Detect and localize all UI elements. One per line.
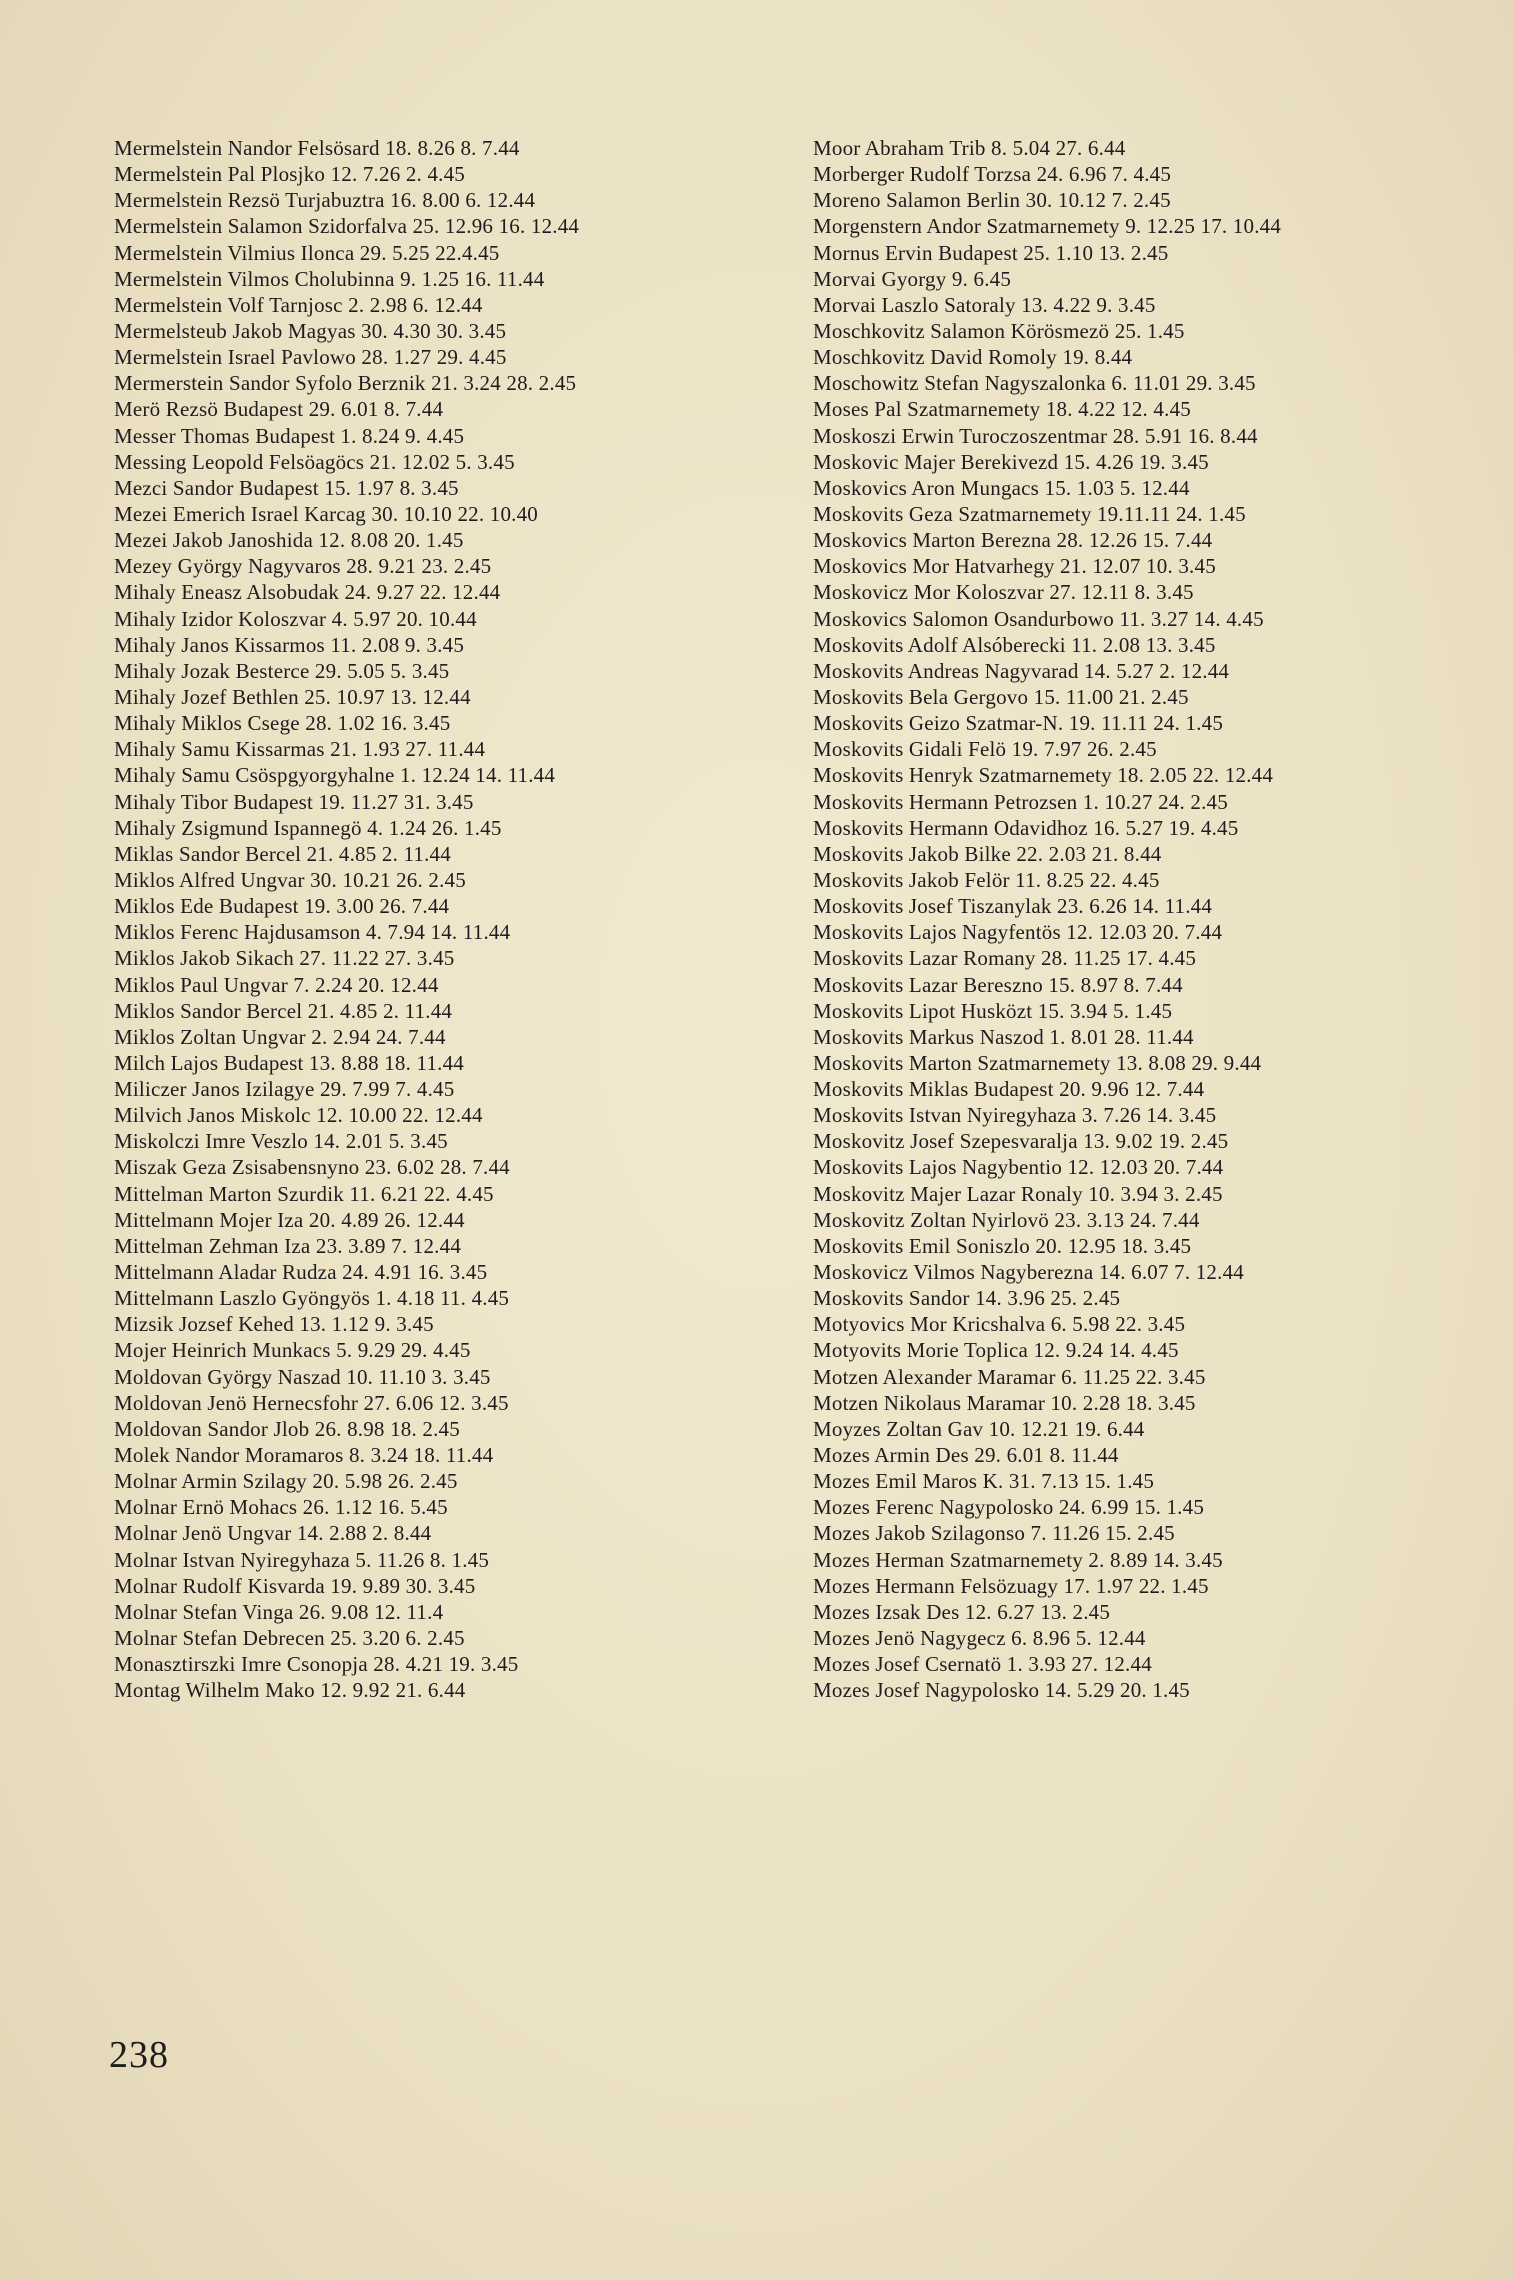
list-item: Mihaly Eneasz Alsobudak 24. 9.27 22. 12.44 [114,580,501,605]
list-item: Moskovits Gidali Felö 19. 7.97 26. 2.45 [813,737,1157,762]
list-item: Miklas Sandor Bercel 21. 4.85 2. 11.44 [114,841,451,866]
list-item: Mittelmann Laszlo Gyöngyös 1. 4.18 11. 4.45 [114,1286,510,1311]
list-item: Moyzes Zoltan Gav 10. 12.21 19. 6.44 [813,1416,1145,1441]
list-item: Mermelstein Salamon Szidorfalva 25. 12.96 16. 12.44 [114,214,580,239]
list-item: Mihaly Janos Kissarmos 11. 2.08 9. 3.45 [114,632,465,657]
list-item: Mermelstein Volf Tarnjosc 2. 2.98 6. 12.44 [114,292,483,317]
list-item: Moskoszi Erwin Turoczoszentmar 28. 5.91 16. 8.44 [813,423,1258,448]
list-item: Mozes Ferenc Nagypolosko 24. 6.99 15. 1.45 [813,1495,1205,1520]
list-item: Mozes Izsak Des 12. 6.27 13. 2.45 [813,1599,1111,1624]
list-item: Moor Abraham Trib 8. 5.04 27. 6.44 [813,136,1126,160]
list-item: Moskovits Jakob Bilke 22. 2.03 21. 8.44 [813,841,1162,866]
list-item: Mihaly Jozef Bethlen 25. 10.97 13. 12.44 [114,684,471,709]
list-item: Moskovitz Majer Lazar Ronaly 10. 3.94 3. 2.45 [813,1181,1223,1206]
list-item: Moskovits Lajos Nagyfentös 12. 12.03 20. 7.44 [813,920,1223,945]
list-item: Mozes Emil Maros K. 31. 7.13 15. 1.45 [813,1469,1155,1494]
list-item: Mermelstein Israel Pavlowo 28. 1.27 29. 4.45 [114,345,507,370]
right-column-list [813,135,1503,1703]
list-item: Mittelmann Mojer Iza 20. 4.89 26. 12.44 [114,1207,465,1232]
list-item: Mezei Jakob Janoshida 12. 8.08 20. 1.45 [114,528,464,553]
list-item: Moskovicz Vilmos Nagyberezna 14. 6.07 7. 12.44 [813,1260,1244,1285]
list-item: Moskovits Lipot Husközt 15. 3.94 5. 1.45 [813,998,1173,1023]
list-item: Moskovits Emil Soniszlo 20. 12.95 18. 3.45 [813,1233,1192,1258]
list-item: Mojer Heinrich Munkacs 5. 9.29 29. 4.45 [114,1338,471,1363]
list-item: Moskovits Hermann Petrozsen 1. 10.27 24. 2.45 [813,789,1228,814]
list-item: Miklos Sandor Bercel 21. 4.85 2. 11.44 [114,998,453,1023]
list-item: Mezci Sandor Budapest 15. 1.97 8. 3.45 [114,475,459,500]
list-item: Mezey György Nagyvaros 28. 9.21 23. 2.45 [114,554,492,579]
list-item: Mittelman Zehman Iza 23. 3.89 7. 12.44 [114,1233,462,1258]
list-item: Moskovic Majer Berekivezd 15. 4.26 19. 3.45 [813,449,1209,474]
left-column-list [114,135,804,1703]
list-item: Miskolczi Imre Veszlo 14. 2.01 5. 3.45 [114,1129,448,1154]
list-item: Mermelsteub Jakob Magyas 30. 4.30 30. 3.45 [114,318,507,343]
list-item: Mornus Ervin Budapest 25. 1.10 13. 2.45 [813,240,1169,265]
list-item: Mermelstein Pal Plosjko 12. 7.26 2. 4.45 [114,162,465,187]
list-item: Moskovits Istvan Nyiregyhaza 3. 7.26 14. 3.45 [813,1103,1217,1128]
list-item: Molnar Armin Szilagy 20. 5.98 26. 2.45 [114,1469,458,1494]
list-item: Moskovits Lazar Romany 28. 11.25 17. 4.45 [813,946,1197,971]
list-item: Mermelstein Nandor Felsösard 18. 8.26 8. 7.44 [114,136,520,160]
list-item: Molnar Rudolf Kisvarda 19. 9.89 30. 3.45 [114,1573,476,1598]
list-item: Mozes Herman Szatmarnemety 2. 8.89 14. 3.45 [813,1547,1223,1572]
list-item: Mozes Hermann Felsözuagy 17. 1.97 22. 1.45 [813,1573,1209,1598]
list-item: Motzen Nikolaus Maramar 10. 2.28 18. 3.45 [813,1390,1196,1415]
list-item: Mihaly Tibor Budapest 19. 11.27 31. 3.45 [114,789,474,814]
list-item: Mozes Jakob Szilagonso 7. 11.26 15. 2.45 [813,1521,1175,1546]
list-item: Molnar Ernö Mohacs 26. 1.12 16. 5.45 [114,1495,448,1520]
list-item: Motzen Alexander Maramar 6. 11.25 22. 3.45 [813,1364,1206,1389]
list-item: Moskovits Jakob Felör 11. 8.25 22. 4.45 [813,867,1160,892]
list-item: Morberger Rudolf Torzsa 24. 6.96 7. 4.45 [813,162,1172,187]
list-item: Mihaly Samu Csöspgyorgyhalne 1. 12.24 14. 11.44 [114,763,556,788]
list-item: Motyovits Morie Toplica 12. 9.24 14. 4.45 [813,1338,1179,1363]
list-item: Mihaly Samu Kissarmas 21. 1.93 27. 11.44 [114,737,486,762]
list-item: Morvai Gyorgy 9. 6.45 [813,266,1012,291]
list-item: Moschkovitz Salamon Körösmezö 25. 1.45 [813,318,1185,343]
list-item: Messer Thomas Budapest 1. 8.24 9. 4.45 [114,423,465,448]
list-item: Montag Wilhelm Mako 12. 9.92 21. 6.44 [114,1678,466,1703]
list-item: Moskovits Markus Naszod 1. 8.01 28. 11.44 [813,1024,1194,1049]
list-item: Mihaly Jozak Besterce 29. 5.05 5. 3.45 [114,658,450,683]
list-item: Moskovits Josef Tiszanylak 23. 6.26 14. 11.44 [813,894,1213,919]
list-item: Moskovics Mor Hatvarhegy 21. 12.07 10. 3.45 [813,554,1216,579]
page-number: 238 [109,2034,169,2076]
list-item: Moskovics Salomon Osandurbowo 11. 3.27 14. 4.45 [813,606,1264,631]
list-item: Moskovitz Josef Szepesvaralja 13. 9.02 19. 2.45 [813,1129,1229,1154]
list-item: Mermelstein Rezsö Turjabuztra 16. 8.00 6. 12.44 [114,188,536,213]
list-item: Moskovics Marton Berezna 28. 12.26 15. 7.44 [813,528,1213,553]
list-item: Moskovits Marton Szatmarnemety 13. 8.08 29. 9.44 [813,1050,1262,1075]
list-item: Miszak Geza Zsisabensnyno 23. 6.02 28. 7.44 [114,1155,510,1180]
list-item: Miklos Jakob Sikach 27. 11.22 27. 3.45 [114,946,455,971]
list-item: Miklos Ferenc Hajdusamson 4. 7.94 14. 11.44 [114,920,511,945]
list-item: Mezei Emerich Israel Karcag 30. 10.10 22. 10.40 [114,501,539,526]
list-item: Mihaly Zsigmund Ispannegö 4. 1.24 26. 1.45 [114,815,502,840]
list-item: Moskovits Lazar Bereszno 15. 8.97 8. 7.44 [813,972,1183,997]
list-item: Moskovits Miklas Budapest 20. 9.96 12. 7.44 [813,1077,1205,1102]
list-item: Milch Lajos Budapest 13. 8.88 18. 11.44 [114,1050,464,1075]
list-item: Mozes Jenö Nagygecz 6. 8.96 5. 12.44 [813,1626,1146,1651]
list-item: Moreno Salamon Berlin 30. 10.12 7. 2.45 [813,188,1171,213]
list-item: Mermerstein Sandor Syfolo Berznik 21. 3.24 28. 2.45 [114,371,577,396]
list-item: Moskovits Geza Szatmarnemety 19.11.11 24. 1.45 [813,501,1246,526]
list-item: Moskovits Adolf Alsóberecki 11. 2.08 13. 3.45 [813,632,1216,657]
list-item: Moskovits Hermann Odavidhoz 16. 5.27 19. 4.45 [813,815,1239,840]
list-item: Milvich Janos Miskolc 12. 10.00 22. 12.44 [114,1103,483,1128]
list-item: Mermelstein Vilmos Cholubinna 9. 1.25 16. 11.44 [114,266,545,291]
list-item: Moskovits Henryk Szatmarnemety 18. 2.05 22. 12.44 [813,763,1274,788]
list-item: Monasztirszki Imre Csonopja 28. 4.21 19. 3.45 [114,1652,519,1677]
list-item: Moskovits Sandor 14. 3.96 25. 2.45 [813,1286,1121,1311]
list-item: Mozes Armin Des 29. 6.01 8. 11.44 [813,1443,1119,1468]
list-item: Mihaly Miklos Csege 28. 1.02 16. 3.45 [114,711,451,736]
list-item: Motyovics Mor Kricshalva 6. 5.98 22. 3.45 [813,1312,1186,1337]
list-item: Miklos Ede Budapest 19. 3.00 26. 7.44 [114,894,450,919]
list-item: Molnar Stefan Vinga 26. 9.08 12. 11.4 [114,1599,444,1624]
list-item: Mozes Josef Csernatö 1. 3.93 27. 12.44 [813,1652,1152,1677]
list-item: Moskovitz Zoltan Nyirlovö 23. 3.13 24. 7.44 [813,1207,1200,1232]
list-item: Moskovits Bela Gergovo 15. 11.00 21. 2.45 [813,684,1189,709]
list-item: Miklos Alfred Ungvar 30. 10.21 26. 2.45 [114,867,466,892]
list-item: Molnar Jenö Ungvar 14. 2.88 2. 8.44 [114,1521,432,1546]
list-item: Moschowitz Stefan Nagyszalonka 6. 11.01 29. 3.45 [813,371,1256,396]
list-item: Mizsik Jozsef Kehed 13. 1.12 9. 3.45 [114,1312,434,1337]
list-item: Molnar Stefan Debrecen 25. 3.20 6. 2.45 [114,1626,465,1651]
list-item: Miliczer Janos Izilagye 29. 7.99 7. 4.45 [114,1077,455,1102]
list-item: Molek Nandor Moramaros 8. 3.24 18. 11.44 [114,1443,494,1468]
list-item: Merö Rezsö Budapest 29. 6.01 8. 7.44 [114,397,444,422]
list-item: Moschkovitz David Romoly 19. 8.44 [813,345,1133,370]
list-item: Moldovan György Naszad 10. 11.10 3. 3.45 [114,1364,491,1389]
list-item: Molnar Istvan Nyiregyhaza 5. 11.26 8. 1.45 [114,1547,490,1572]
list-item: Mittelmann Aladar Rudza 24. 4.91 16. 3.45 [114,1260,488,1285]
list-item: Morvai Laszlo Satoraly 13. 4.22 9. 3.45 [813,292,1156,317]
list-item: Morgenstern Andor Szatmarnemety 9. 12.25 17. 10.44 [813,214,1282,239]
list-item: Moskovits Lajos Nagybentio 12. 12.03 20. 7.44 [813,1155,1224,1180]
list-item: Moskovits Geizo Szatmar-N. 19. 11.11 24. 1.45 [813,711,1224,736]
list-item: Moldovan Sandor Jlob 26. 8.98 18. 2.45 [114,1416,460,1441]
list-item: Moskovics Aron Mungacs 15. 1.03 5. 12.44 [813,475,1190,500]
list-item: Miklos Zoltan Ungvar 2. 2.94 24. 7.44 [114,1024,446,1049]
list-item: Miklos Paul Ungvar 7. 2.24 20. 12.44 [114,972,439,997]
list-item: Mittelman Marton Szurdik 11. 6.21 22. 4.45 [114,1181,494,1206]
list-item: Moses Pal Szatmarnemety 18. 4.22 12. 4.45 [813,397,1191,422]
list-item: Mermelstein Vilmius Ilonca 29. 5.25 22.4.45 [114,240,500,265]
list-item: Mozes Josef Nagypolosko 14. 5.29 20. 1.45 [813,1678,1190,1703]
list-item: Moskovits Andreas Nagyvarad 14. 5.27 2. 12.44 [813,658,1230,683]
list-item: Moldovan Jenö Hernecsfohr 27. 6.06 12. 3.45 [114,1390,509,1415]
list-item: Mihaly Izidor Koloszvar 4. 5.97 20. 10.44 [114,606,477,631]
list-item: Moskovicz Mor Koloszvar 27. 12.11 8. 3.45 [813,580,1194,605]
list-item: Messing Leopold Felsöagöcs 21. 12.02 5. 3.45 [114,449,515,474]
